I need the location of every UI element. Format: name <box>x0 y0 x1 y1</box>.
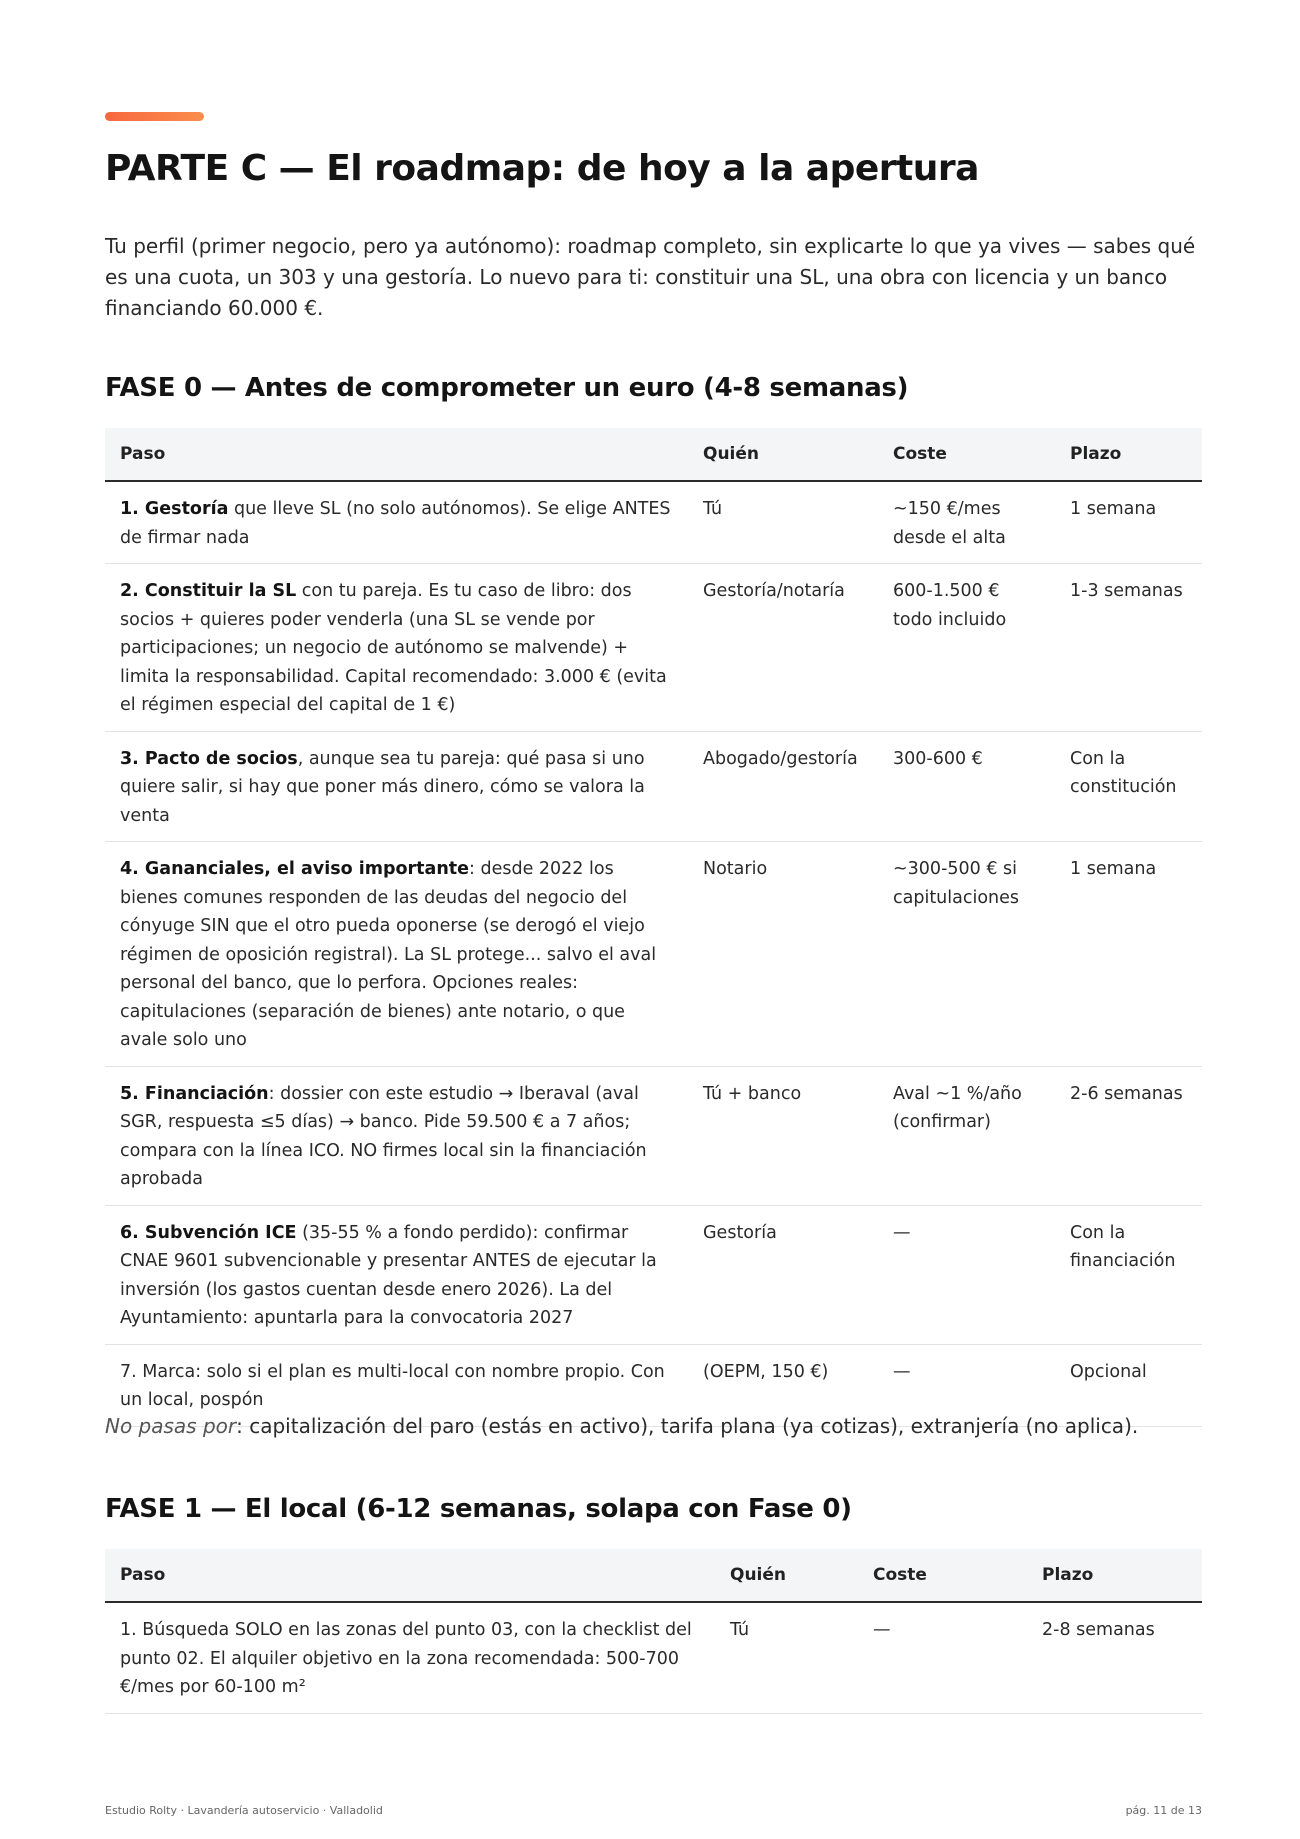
cost-cell: 300-600 € <box>878 731 1055 842</box>
column-header-paso: Paso <box>105 428 688 481</box>
cost-cell: — <box>878 1344 1055 1426</box>
who-cell: Tú <box>715 1602 858 1713</box>
accent-bar <box>105 112 204 121</box>
step-title: 3. Pacto de socios <box>120 748 298 769</box>
who-cell: Gestoría/notaría <box>688 564 878 732</box>
phase0-heading: FASE 0 — Antes de comprometer un euro (4-8 semanas) <box>105 373 909 403</box>
step-cell <box>105 1205 688 1344</box>
intro-paragraph: Tu perfil (primer negocio, pero ya autónomo): roadmap completo, sin explicarte lo que ya vives — sabes qué es una cuota, un 303 y una gestoría. Lo nuevo para ti: constituir una SL, una obra con licencia y un banco financiando 60.000 €. <box>105 234 1196 320</box>
phase0-table <box>105 428 1202 1427</box>
step-text: con tu pareja. Es tu caso de libro: dos socios + quieres poder venderla (una SL se vende por participaciones; un negocio de autónomo se malvende) + limita la responsabilidad. Capital recomendado: 3.000 € (evita el régimen especial del capital de 1 €) <box>120 581 667 715</box>
footer-left: Estudio Rolty · Lavandería autoservicio · Valladolid <box>105 1804 383 1817</box>
table-row <box>105 1205 1202 1344</box>
cost-cell: — <box>878 1205 1055 1344</box>
column-header-plazo: Plazo <box>1055 428 1202 481</box>
term-cell: Opcional <box>1055 1344 1202 1426</box>
cost-cell: ~300-500 € si capitulaciones <box>878 842 1055 1067</box>
column-header-plazo: Plazo <box>1027 1549 1202 1602</box>
column-header-paso: Paso <box>105 1549 715 1602</box>
term-cell: Con la financiación <box>1055 1205 1202 1344</box>
table-row <box>105 1066 1202 1205</box>
table-row <box>105 731 1202 842</box>
step-text: : dossier con este estudio → Iberaval (aval SGR, respuesta ≤5 días) → banco. Pide 59.500 € a 7 años; compara con la línea ICO. NO firmes local sin la financiación aprobada <box>120 1083 647 1189</box>
table-row <box>105 1602 1202 1713</box>
term-cell: 1-3 semanas <box>1055 564 1202 732</box>
step-cell <box>105 564 688 732</box>
page-title: PARTE C — El roadmap: de hoy a la apertura <box>105 148 979 189</box>
column-header-coste: Coste <box>878 428 1055 481</box>
column-header-quien: Quién <box>688 428 878 481</box>
cost-cell: — <box>858 1602 1027 1713</box>
step-title: 5. Financiación <box>120 1083 269 1104</box>
term-cell: Con la constitución <box>1055 731 1202 842</box>
table-row <box>105 842 1202 1067</box>
cost-cell: Aval ~1 %/año (confirmar) <box>878 1066 1055 1205</box>
who-cell: (OEPM, 150 €) <box>688 1344 878 1426</box>
term-cell: 2-8 semanas <box>1027 1602 1202 1713</box>
step-text: 7. Marca: solo si el plan es multi-local con nombre propio. Con un local, pospón <box>120 1361 665 1410</box>
table-row <box>105 564 1202 732</box>
step-text: (35-55 % a fondo perdido): confirmar CNAE 9601 subvencionable y presentar ANTES de ejecutar la inversión (los gastos cuentan desde enero 2026). La del Ayuntamiento: apuntarla para la convocatoria 2027 <box>120 1222 657 1328</box>
step-cell <box>105 481 688 564</box>
column-header-coste: Coste <box>858 1549 1027 1602</box>
step-cell <box>105 842 688 1067</box>
step-cell <box>105 731 688 842</box>
phase1-table <box>105 1549 1202 1714</box>
who-cell: Gestoría <box>688 1205 878 1344</box>
step-cell <box>105 1066 688 1205</box>
cost-cell: ~150 €/mes desde el alta <box>878 481 1055 564</box>
cost-cell: 600-1.500 € todo incluido <box>878 564 1055 732</box>
table-row <box>105 481 1202 564</box>
step-text: que lleve SL (no solo autónomos). Se elige ANTES de firmar nada <box>120 499 671 548</box>
who-cell: Tú + banco <box>688 1066 878 1205</box>
term-cell: 1 semana <box>1055 481 1202 564</box>
page-number: pág. 11 de 13 <box>1125 1804 1202 1817</box>
step-text: : desde 2022 los bienes comunes responden de las deudas del negocio del cónyuge SIN que el otro pueda oponerse (se derogó el viejo régimen de oposición registral). La SL protege... salvo el aval personal del banco, que lo perfora. Opciones reales: capitulaciones (separación de bienes) ante notario, o que avale solo uno <box>120 859 657 1050</box>
who-cell: Abogado/gestoría <box>688 731 878 842</box>
term-cell: 2-6 semanas <box>1055 1066 1202 1205</box>
table-header-row <box>105 1549 1202 1602</box>
who-cell: Tú <box>688 481 878 564</box>
note-text: : capitalización del paro (estás en activo), tarifa plana (ya cotizas), extranjería (no aplica). <box>236 1414 1139 1438</box>
step-title: 4. Gananciales, el aviso importante <box>120 859 470 879</box>
step-text: , aunque sea tu pareja: qué pasa si uno quiere salir, si hay que poner más dinero, cómo se valora la venta <box>120 748 645 826</box>
column-header-quien: Quién <box>715 1549 858 1602</box>
step-cell: 1. Búsqueda SOLO en las zonas del punto 03, con la checklist del punto 02. El alquiler objetivo en la zona recomendada: 500-700 €/mes por 60-100 m² <box>105 1602 715 1713</box>
phase1-heading: FASE 1 — El local (6-12 semanas, solapa con Fase 0) <box>105 1494 852 1524</box>
note-label: No pasas por <box>105 1414 237 1438</box>
who-cell: Notario <box>688 842 878 1067</box>
step-title: 1. Gestoría <box>120 499 229 519</box>
note-paragraph <box>105 1414 1138 1438</box>
table-header-row <box>105 428 1202 481</box>
term-cell: 1 semana <box>1055 842 1202 1067</box>
step-title: 6. Subvención ICE <box>120 1222 297 1243</box>
step-title: 2. Constituir la SL <box>120 581 297 601</box>
